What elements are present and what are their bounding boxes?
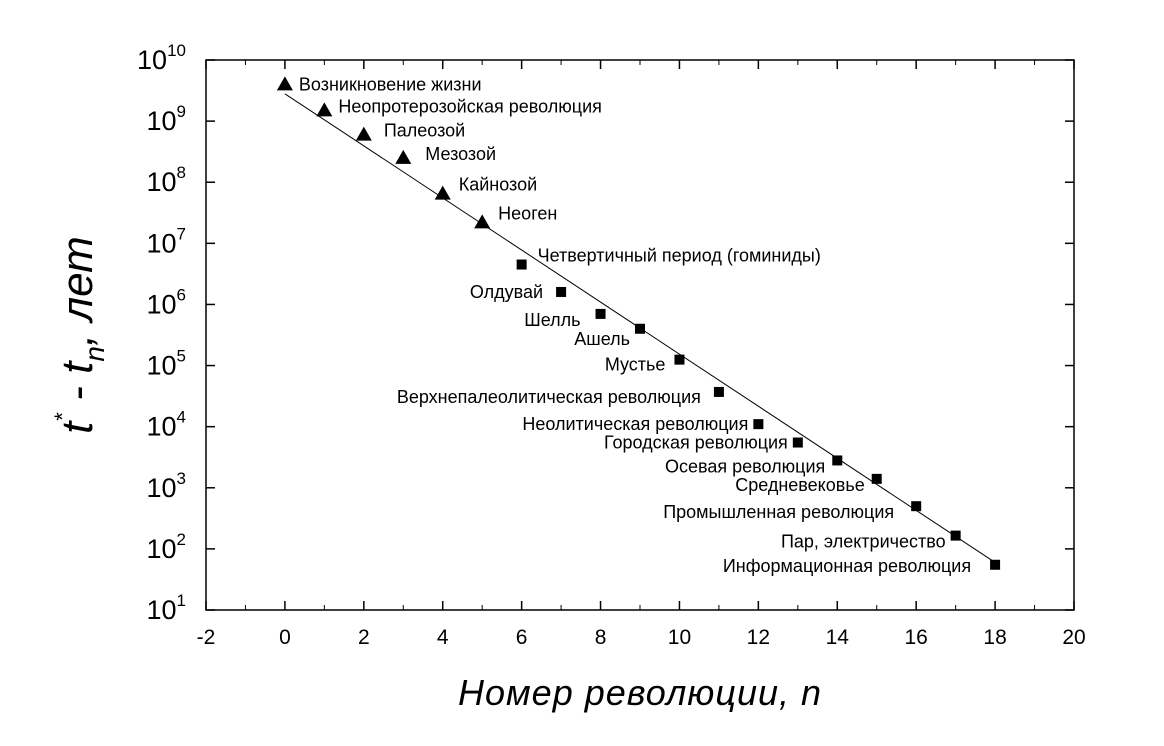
x-tick-label: 8: [594, 626, 607, 649]
point-label: Палеозой: [383, 120, 466, 141]
data-point-square: [951, 531, 961, 541]
y-tick-label: $10^6$: [146, 285, 186, 320]
data-point-square: [990, 560, 1000, 570]
x-tick-label: 14: [825, 626, 849, 649]
x-tick-label: 18: [983, 626, 1007, 649]
point-label: Промышленная революция: [663, 502, 895, 523]
data-point-square: [635, 324, 645, 334]
y-tick-label: $10^5$: [146, 346, 186, 381]
data-point-triangle: [316, 102, 332, 116]
data-points: [277, 76, 1000, 569]
data-point-square: [753, 419, 763, 429]
point-label: Кайнозой: [458, 174, 538, 195]
point-label: Мезозой: [425, 143, 497, 164]
point-label: Городская революция: [603, 432, 788, 453]
point-label: Неолитическая революция: [522, 414, 749, 435]
x-tick-label: 20: [1062, 626, 1086, 649]
x-tick-label: 2: [357, 626, 370, 649]
data-point-triangle: [356, 127, 372, 141]
data-point-triangle: [395, 150, 411, 164]
x-tick-label: 0: [279, 626, 291, 649]
plot-frame: [206, 60, 1074, 610]
y-tick-label: $10^7$: [146, 224, 186, 259]
y-axis-title: $t^* - t_n$, лет: [50, 236, 110, 434]
point-label: Средневековье: [735, 474, 865, 495]
data-point-square: [832, 455, 842, 465]
point-label: Ашель: [574, 328, 630, 349]
point-label: Олдувай: [469, 281, 544, 302]
data-point-square: [714, 387, 724, 397]
y-tick-label: $10^4$: [146, 407, 186, 442]
point-label: Неоген: [498, 203, 558, 224]
data-point-square: [674, 355, 684, 365]
y-tick-label: $10^8$: [146, 163, 186, 198]
x-axis-title: Номер революции, n: [457, 672, 823, 713]
x-tick-label: 4: [436, 626, 449, 649]
point-label: Неопротерозойская революция: [338, 96, 602, 117]
point-label: Четвертичный период (гоминиды): [537, 245, 821, 266]
point-label: Мустье: [604, 354, 666, 375]
y-tick-label: $10^{10}$: [137, 41, 186, 75]
y-tick-label: $10^2$: [146, 529, 186, 564]
data-point-triangle: [435, 186, 451, 200]
y-tick-label: $10^9$: [146, 102, 186, 137]
point-label: Осевая революция: [665, 456, 826, 477]
data-point-triangle: [474, 214, 490, 228]
x-tick-label: -2: [196, 626, 216, 649]
data-point-square: [793, 438, 803, 448]
data-point-triangle: [277, 76, 293, 90]
point-label: Информационная революция: [722, 555, 972, 576]
point-label: Верхнепалеолитическая революция: [396, 386, 701, 407]
x-tick-label: 6: [515, 626, 528, 649]
x-tick-label: 16: [904, 626, 928, 649]
x-tick-label: 12: [746, 626, 771, 649]
x-tick-label: 10: [667, 626, 692, 649]
data-point-square: [911, 501, 921, 511]
data-point-square: [517, 260, 527, 270]
data-point-square: [556, 287, 566, 297]
point-label: Пар, электричество: [780, 531, 946, 552]
y-tick-label: $10^1$: [146, 591, 186, 625]
data-point-square: [596, 309, 606, 319]
data-point-square: [872, 474, 882, 484]
point-label: Шелль: [524, 309, 581, 330]
y-tick-label: $10^3$: [146, 468, 186, 503]
point-label: Возникновение жизни: [298, 74, 482, 95]
